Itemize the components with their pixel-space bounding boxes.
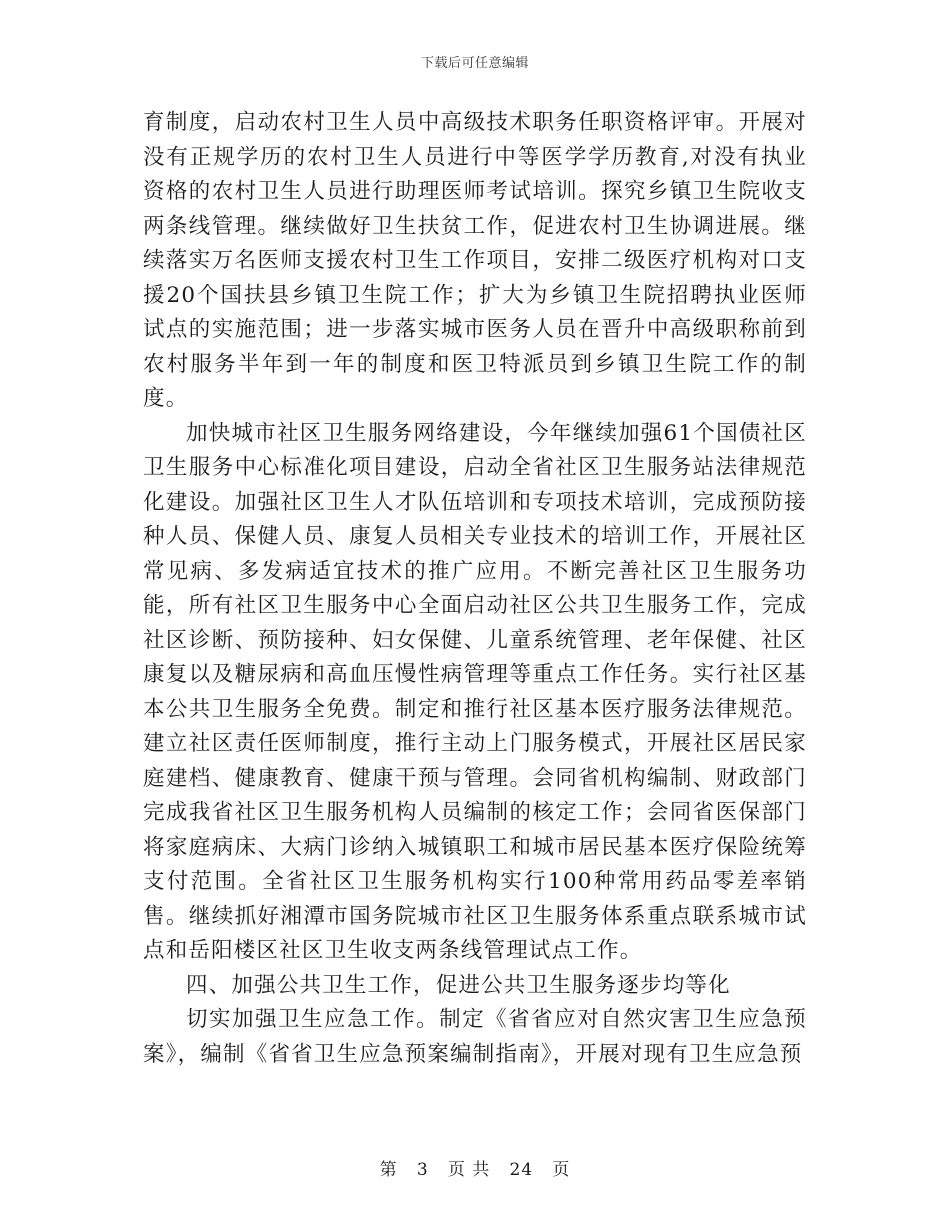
footer-page-number: 3	[416, 1160, 429, 1180]
section-heading-public-health: 四、加强公共卫生工作，促进公共卫生服务逐步均等化	[186, 972, 731, 998]
paragraph-rural-health: 育制度，启动农村卫生人员中高级技术职务任职资格评审。开展对没有正规学历的农村卫生人员进行中等医学学历教育,对没有执业资格的农村卫生人员进行助理医师考试培训。探究乡镇卫生院收支两条线管理。继续做好卫生扶贫工作，促进农村卫生协调进展。继续落实万名医师支援农村卫生工作项目，安排二级医疗机构对口支援20个国扶县乡镇卫生院工作；扩大为乡镇卫生院招聘执业医师试点的实施范围；进一步落实城市医务人员在晋升中高级职称前到农村服务半年到一年的制度和医卫特派员到乡镇卫生院工作的制度。	[143, 110, 807, 411]
document-body	[143, 106, 807, 1072]
paragraph-emergency-response: 切实加强卫生应急工作。制定《省省应对自然灾害卫生应急预案》，编制《省省卫生应急预案编制指南》，开展对现有卫生应急预	[143, 1007, 807, 1067]
paragraph-community-health: 加快城市社区卫生服务网络建设，今年继续加强61个国债社区卫生服务中心标准化项目建设，启动全省社区卫生服务站法律规范化建设。加强社区卫生人才队伍培训和专项技术培训，完成预防接种人员、保健人员、康复人员相关专业技术的培训工作，开展社区常见病、多发病适宜技术的推广应用。不断完善社区卫生服务功能，所有社区卫生服务中心全面启动社区公共卫生服务工作，完成社区诊断、预防接种、妇女保健、儿童系统管理、老年保健、社区康复以及糖尿病和高血压慢性病管理等重点工作任务。实行社区基本公共卫生服务全免费。制定和推行社区基本医疗服务法律规范。建立社区责任医师制度，推行主动上门服务模式，开展社区居民家庭建档、健康教育、健康干预与管理。会同省机构编制、财政部门完成我省社区卫生服务机构人员编制的核定工作；会同省医保部门将家庭病床、大病门诊纳入城镇职工和城市居民基本医疗保险统筹支付范围。全省社区卫生服务机构实行100种常用药品零差率销售。继续抓好湘潭市国务院城市社区卫生服务体系重点联系城市试点和岳阳楼区社区卫生收支两条线管理试点工作。	[143, 420, 807, 963]
page-footer	[0, 1155, 950, 1180]
footer-suffix: 页	[552, 1160, 571, 1180]
footer-middle: 页 共	[447, 1160, 491, 1180]
page-header	[0, 52, 950, 71]
header-text: 下载后可任意编辑	[420, 56, 529, 71]
footer-prefix: 第	[379, 1160, 398, 1180]
footer-total-pages: 24	[509, 1160, 534, 1180]
